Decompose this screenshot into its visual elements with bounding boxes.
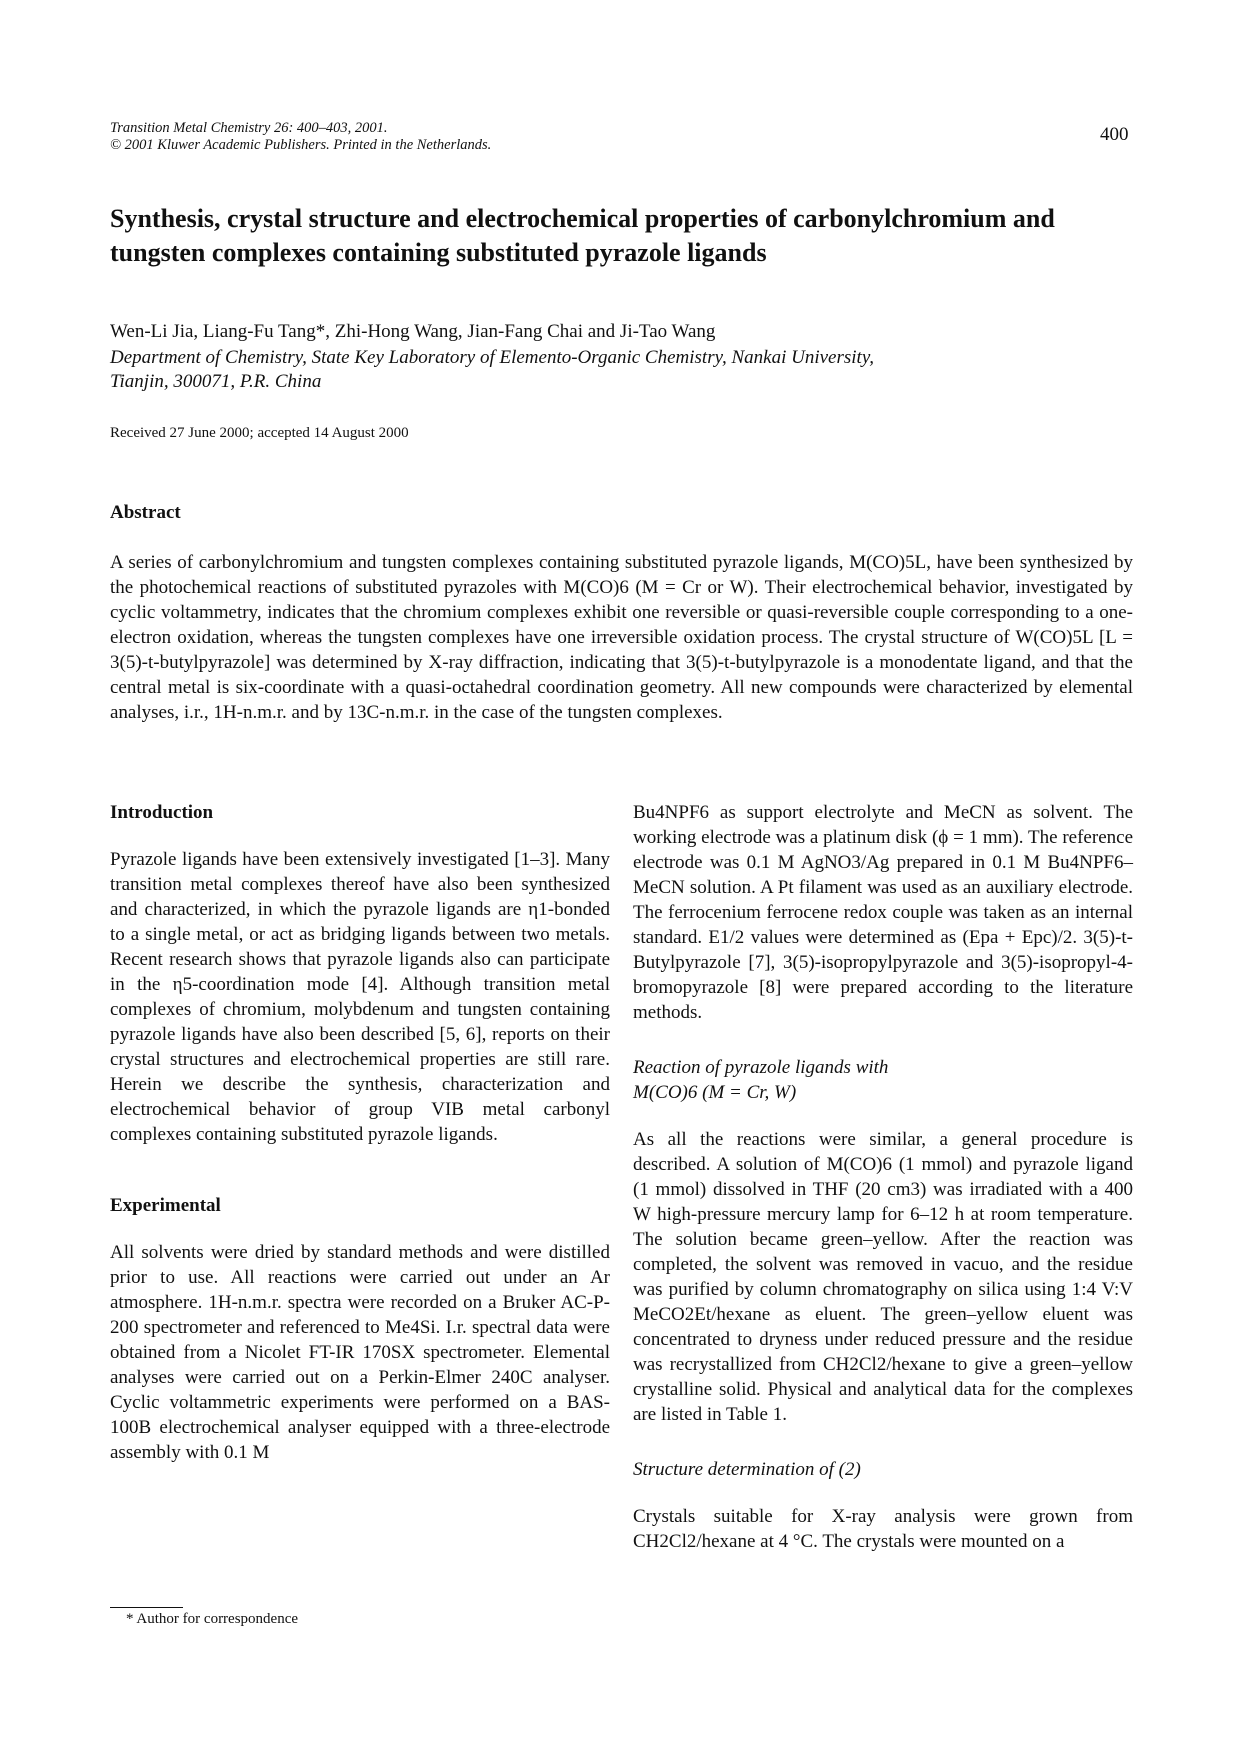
abstract-heading: Abstract	[110, 502, 181, 523]
footnote: * Author for correspondence	[126, 1611, 299, 1627]
reaction-procedure-text: As all the reactions were similar, a general procedure is described. A solution of M(CO)6 (1 mmol) and pyrazole ligand (1 mmol) dissolved in THF (20 cm3) was irradiated with a 400 W high-pressure mercury lamp for 6–12 h at room temperature. The solution became green–yellow. After the reaction was completed, the solvent was removed in vacuo, and the residue was purified by column chromatography on silica using 1:4 V:V MeCO2Et/hexane as eluent. The green–yellow eluent was concentrated to dryness under reduced pressure and the residue was recrystallized from CH2Cl2/hexane to give a green–yellow crystalline solid. Physical and analytical data for the complexes are listed in Table 1.	[633, 1129, 1133, 1425]
affiliation-line-1: Department of Chemistry, State Key Laboratory of Elemento-Organic Chemistry, Nankai University,	[110, 347, 874, 368]
structure-subheading: Structure determination of (2)	[633, 1459, 861, 1480]
paper-title: Synthesis, crystal structure and electrochemical properties of carbonylchromium and tungsten complexes containing substituted pyrazole ligands	[110, 204, 1055, 267]
left-column	[110, 800, 610, 1465]
right-column	[633, 800, 1133, 1554]
experimental-text: All solvents were dried by standard methods and were distilled prior to use. All reactions were carried out under an Ar atmosphere. 1H-n.m.r. spectra were recorded on a Bruker AC-P-200 spectrometer and referenced to Me4Si. I.r. spectral data were obtained from a Nicolet FT-IR 170SX spectrometer. Elemental analyses were carried out on a Perkin-Elmer 240C analyser. Cyclic voltammetric experiments were performed on a BAS-100B electrochemical analyser equipped with a three-electrode assembly with 0.1 M	[110, 1242, 610, 1463]
affiliation	[110, 346, 1150, 394]
footnote-rule	[110, 1607, 183, 1608]
abstract-text: A series of carbonylchromium and tungsten complexes containing substituted pyrazole ligands, M(CO)5L, have been synthesized by the photochemical reactions of substituted pyrazoles with M(CO)6 (M = Cr or W). Their electrochemical behavior, investigated by cyclic voltammetry, indicates that the chromium complexes exhibit one reversible or quasi-reversible couple corresponding to a one-electron oxidation, whereas the tungsten complexes have one irreversible oxidation process. The crystal structure of W(CO)5L [L = 3(5)-t-butylpyrazole] was determined by X-ray diffraction, indicating that 3(5)-t-butylpyrazole is a monodentate ligand, and that the central metal is six-coordinate with a quasi-octahedral coordination geometry. All new compounds were characterized by elemental analyses, i.r., 1H-n.m.r. and by 13C-n.m.r. in the case of the tungsten complexes.	[110, 552, 1133, 723]
copyright-line: © 2001 Kluwer Academic Publishers. Printed in the Netherlands.	[110, 137, 492, 153]
journal-line: Transition Metal Chemistry 26: 400–403, 2001.	[110, 120, 388, 136]
received-dates: Received 27 June 2000; accepted 14 August 2000	[110, 425, 409, 441]
structure-text: Crystals suitable for X-ray analysis were grown from CH2Cl2/hexane at 4 °C. The crystals were mounted on a	[633, 1506, 1133, 1552]
journal-header	[110, 120, 491, 154]
experimental-continued-text: Bu4NPF6 as support electrolyte and MeCN as solvent. The working electrode was a platinum disk (ϕ = 1 mm). The reference electrode was 0.1 M AgNO3/Ag prepared in 0.1 M Bu4NPF6–MeCN solution. A Pt filament was used as an auxiliary electrode. The ferrocenium ferrocene redox couple was taken as an internal standard. E1/2 values were determined as (Epa + Epc)/2. 3(5)-t-Butylpyrazole [7], 3(5)-isopropylpyrazole and 3(5)-isopropyl-4-bromopyrazole [8] were prepared according to the literature methods.	[633, 802, 1133, 1023]
experimental-heading: Experimental	[110, 1195, 221, 1216]
reaction-subheading	[633, 1055, 1133, 1105]
introduction-text: Pyrazole ligands have been extensively investigated [1–3]. Many transition metal complexes thereof have also been synthesized and characterized, in which the pyrazole ligands are η1-bonded to a single metal, or act as bridging ligands between two metals. Recent research shows that pyrazole ligands also can participate in the η5-coordination mode [4]. Although transition metal complexes of chromium, molybdenum and tungsten containing pyrazole ligands have also been described [5, 6], reports on their crystal structures and electrochemical properties are still rare. Herein we describe the synthesis, characterization and electrochemical behavior of group VIB metal carbonyl complexes containing substituted pyrazole ligands.	[110, 849, 610, 1145]
author-list: Wen-Li Jia, Liang-Fu Tang*, Zhi-Hong Wang, Jian-Fang Chai and Ji-Tao Wang	[110, 321, 716, 342]
affiliation-line-2: Tianjin, 300071, P.R. China	[110, 371, 322, 392]
reaction-subheading-line-2: M(CO)6 (M = Cr, W)	[633, 1082, 797, 1103]
reaction-subheading-line-1: Reaction of pyrazole ligands with	[633, 1057, 889, 1078]
page-number: 400	[1100, 124, 1129, 145]
introduction-heading: Introduction	[110, 802, 214, 823]
